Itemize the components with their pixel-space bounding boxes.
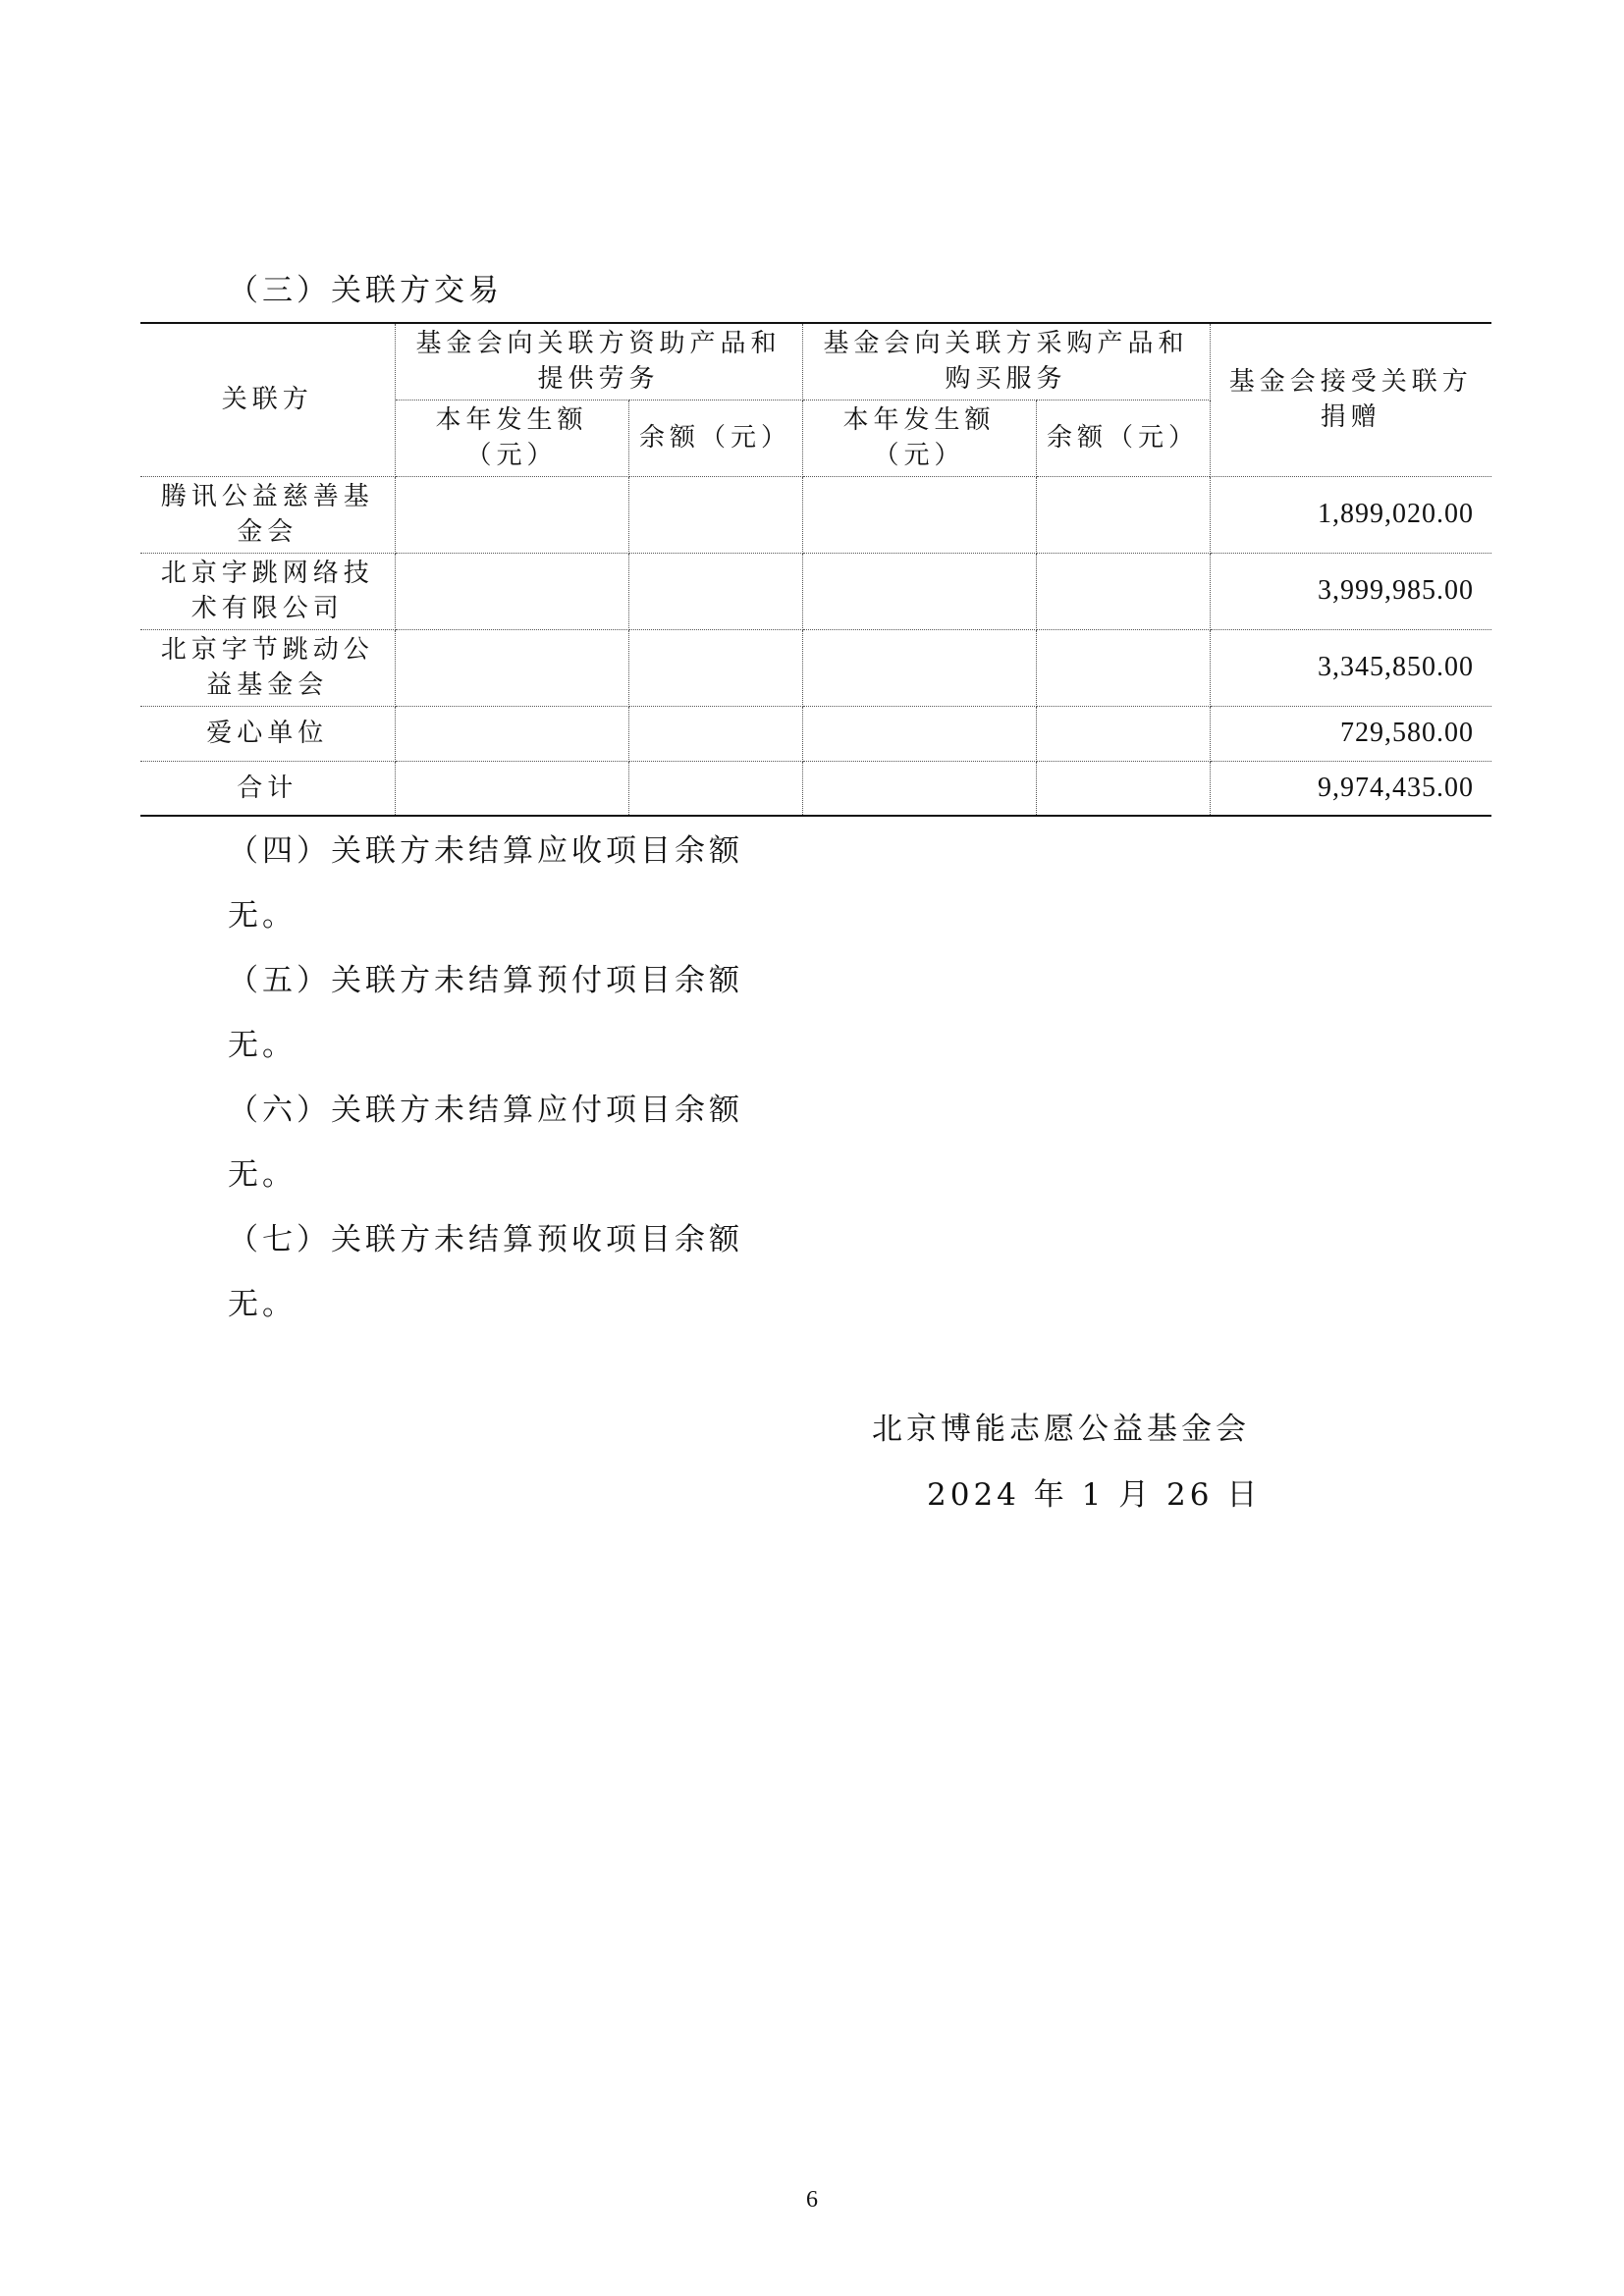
empty-cell [1036,706,1210,761]
empty-cell [1036,476,1210,553]
table-total-row [140,761,1491,816]
section5-body: 无。 [228,1028,297,1063]
section6-body: 无。 [228,1157,297,1193]
subheader-funding-amount: 本年发生额（元） [395,400,628,476]
table-header-row [140,323,1491,400]
header-group-funding: 基金会向关联方资助产品和提供劳务 [395,323,802,400]
subheader-purchase-amount: 本年发生额（元） [802,400,1036,476]
empty-cell [628,553,802,629]
empty-cell [395,706,628,761]
empty-cell [628,761,802,816]
empty-cell [802,629,1036,706]
table-row [140,476,1491,553]
related-party-table [140,322,1491,817]
row-party: 北京字跳网络技术有限公司 [140,553,395,629]
empty-cell [802,706,1036,761]
empty-cell [1036,761,1210,816]
row-donation: 1,899,020.00 [1210,476,1491,553]
header-donation: 基金会接受关联方捐赠 [1210,323,1491,476]
section7-body: 无。 [228,1287,297,1322]
row-donation: 3,345,850.00 [1210,629,1491,706]
empty-cell [395,476,628,553]
section3-heading: （三）关联方交易 [228,273,503,308]
empty-cell [628,706,802,761]
section6-heading: （六）关联方未结算应付项目余额 [228,1093,743,1128]
signature-org: 北京博能志愿公益基金会 [872,1412,1250,1447]
empty-cell [1036,629,1210,706]
row-donation: 729,580.00 [1210,706,1491,761]
empty-cell [395,553,628,629]
section5-heading: （五）关联方未结算预付项目余额 [228,963,743,998]
subheader-purchase-balance: 余额（元） [1036,400,1210,476]
row-party: 北京字节跳动公益基金会 [140,629,395,706]
page-number: 6 [806,2187,818,2213]
empty-cell [802,476,1036,553]
empty-cell [628,476,802,553]
empty-cell [802,553,1036,629]
subheader-funding-balance: 余额（元） [628,400,802,476]
empty-cell [395,761,628,816]
empty-cell [395,629,628,706]
section7-heading: （七）关联方未结算预收项目余额 [228,1222,743,1257]
table-row [140,706,1491,761]
signature-date: 2024 年 1 月 26 日 [927,1477,1262,1513]
section4-heading: （四）关联方未结算应收项目余额 [228,833,743,869]
empty-cell [628,629,802,706]
row-party: 腾讯公益慈善基金会 [140,476,395,553]
empty-cell [1036,553,1210,629]
table-row [140,629,1491,706]
header-group-purchase: 基金会向关联方采购产品和购买服务 [802,323,1210,400]
section4-body: 无。 [228,898,297,934]
row-party: 爱心单位 [140,706,395,761]
header-party: 关联方 [140,323,395,476]
row-donation: 9,974,435.00 [1210,761,1491,816]
table-row [140,553,1491,629]
empty-cell [802,761,1036,816]
row-party: 合计 [140,761,395,816]
row-donation: 3,999,985.00 [1210,553,1491,629]
